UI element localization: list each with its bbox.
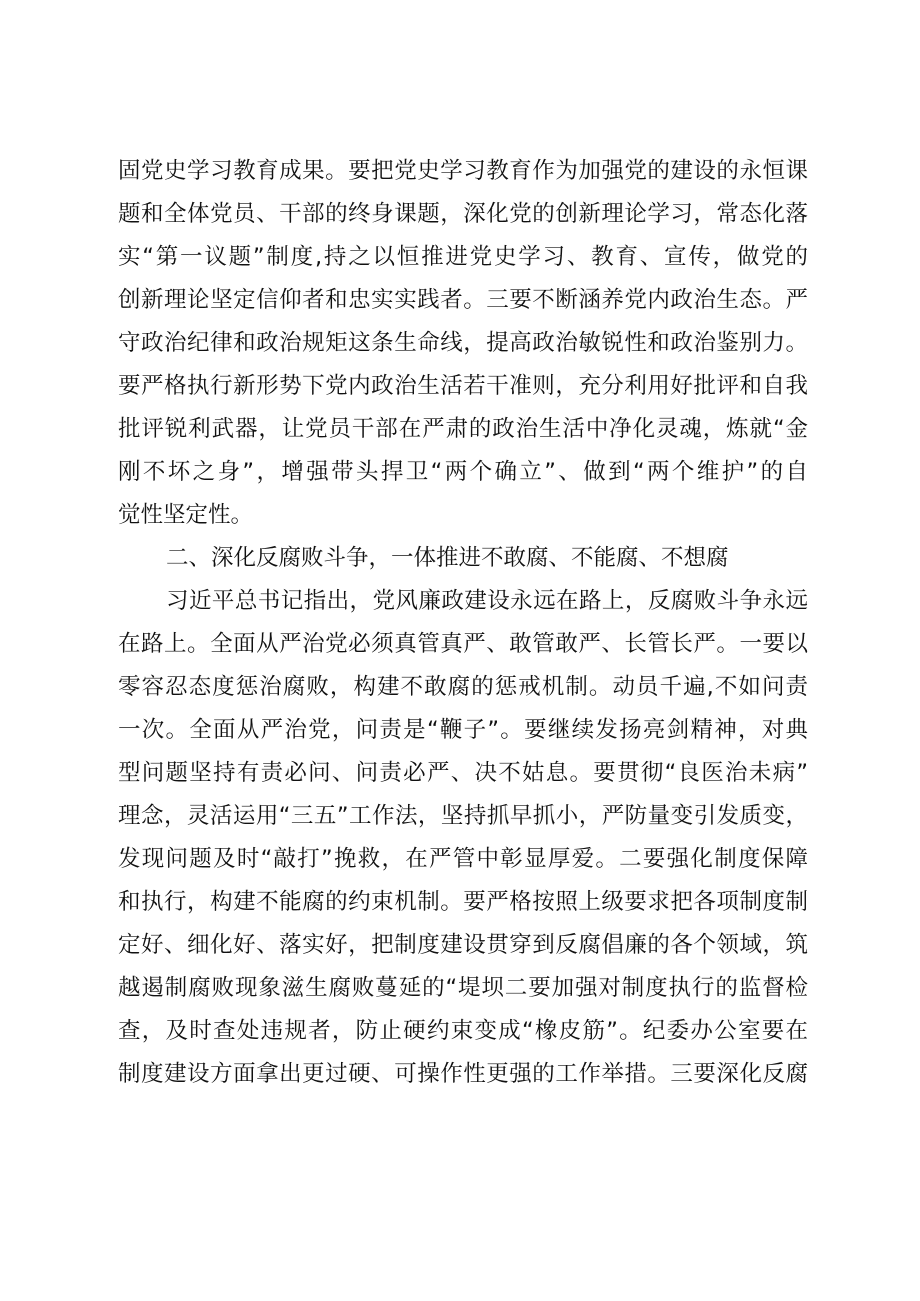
- text-line: 零容忍态度惩治腐败，构建不敢腐的惩戒机制。动员千遍,不如问责: [118, 674, 808, 700]
- text-line: 批评锐利武器，让党员干部在严肃的政治生活中净化灵魂，炼就“金: [118, 416, 808, 442]
- text-line: 固党史学习教育成果。要把党史学习教育作为加强党的建设的永恒课: [118, 158, 808, 184]
- section-heading: 二、深化反腐败斗争，一体推进不敢腐、不能腐、不想腐: [166, 545, 729, 571]
- text-line: 越遏制腐败现象滋生腐败蔓延的“堤坝二要加强对制度执行的监督检: [118, 975, 808, 1001]
- document-body: [118, 150, 808, 1096]
- text-line: 实“第一议题”制度,持之以恒推进党史学习、教育、宣传，做党的: [118, 244, 808, 270]
- text-line: 创新理论坚定信仰者和忠实实践者。三要不断涵养党内政治生态。严: [118, 287, 808, 313]
- text-line: 要严格执行新形势下党内政治生活若干准则，充分利用好批评和自我: [118, 373, 808, 399]
- text-line: 在路上。全面从严治党必须真管真严、敢管敢严、长管长严。一要以: [118, 631, 808, 657]
- text-line: 理念，灵活运用“三五”工作法，坚持抓早抓小，严防量变引发质变，: [118, 803, 808, 829]
- text-line: 制度建设方面拿出更过硬、可操作性更强的工作举措。三要深化反腐: [118, 1061, 808, 1087]
- text-line: 刚不坏之身”，增强带头捍卫“两个确立”、做到“两个维护”的自: [118, 459, 808, 485]
- text-line: 守政治纪律和政治规矩这条生命线，提高政治敏锐性和政治鉴别力。: [118, 330, 808, 356]
- text-line: 习近平总书记指出，党风廉政建设永远在路上，反腐败斗争永远: [166, 588, 808, 614]
- text-line: 定好、细化好、落实好，把制度建设贯穿到反腐倡廉的各个领域，筑: [118, 932, 808, 958]
- text-line: 发现问题及时“敲打”挽救，在严管中彰显厚爱。二要强化制度保障: [118, 846, 808, 872]
- text-line: 和执行，构建不能腐的约束机制。要严格按照上级要求把各项制度制: [118, 889, 808, 915]
- text-line: 一次。全面从严治党，问责是“鞭子”。要继续发扬亮剑精神，对典: [118, 717, 808, 743]
- paragraph-1: [118, 150, 808, 537]
- text-line: 型问题坚持有责必问、问责必严、决不姑息。要贯彻“良医治未病”: [118, 760, 808, 786]
- text-line: 查，及时查处违规者，防止硬约束变成“橡皮筋”。纪委办公室要在: [118, 1018, 808, 1044]
- text-line: 觉性坚定性。: [118, 502, 254, 528]
- text-line: 题和全体党员、干部的终身课题，深化党的创新理论学习，常态化落: [118, 201, 808, 227]
- paragraph-2: [118, 580, 808, 1096]
